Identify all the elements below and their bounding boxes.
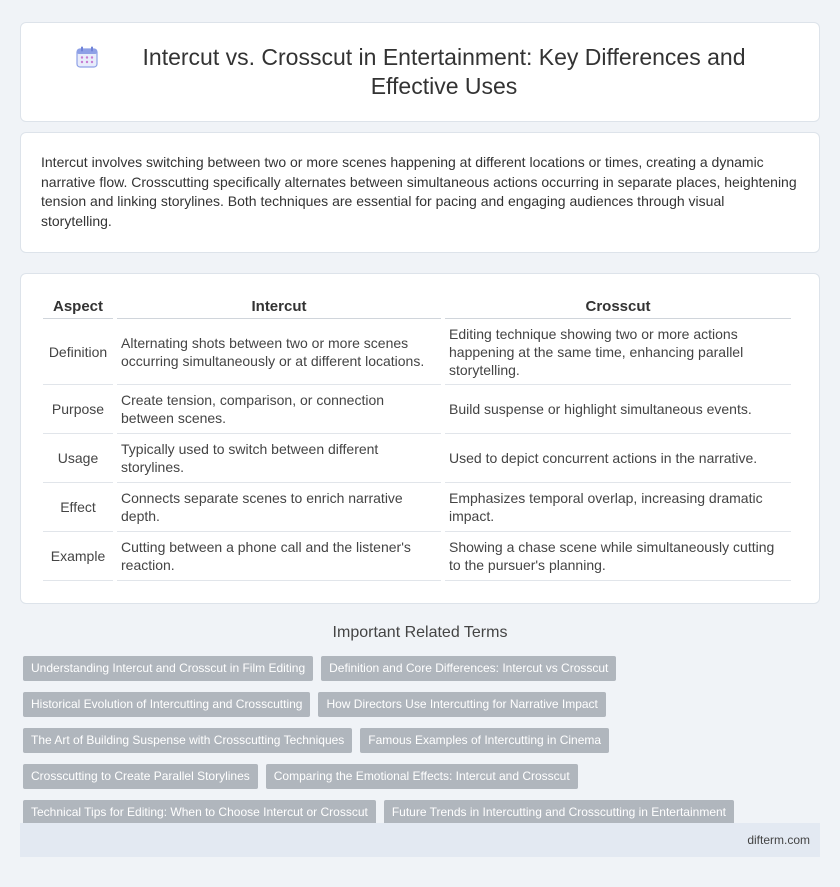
crosscut-cell: Emphasizes temporal overlap, increasing dramatic impact. [445, 483, 791, 532]
related-terms-title: Important Related Terms [332, 624, 508, 641]
header-aspect: Aspect [43, 294, 113, 319]
table-row [43, 483, 791, 532]
aspect-cell: Definition [43, 319, 113, 385]
related-term-tag[interactable]: Crosscutting to Create Parallel Storylines [23, 764, 258, 789]
page-title: Intercut vs. Crosscut in Entertainment: Key Differences and Effective Uses [142, 44, 746, 99]
related-term-tag[interactable]: Comparing the Emotional Effects: Intercut and Crosscut [266, 764, 578, 789]
tag-row [23, 764, 783, 789]
crosscut-cell: Used to depict concurrent actions in the narrative. [445, 434, 791, 483]
related-term-tag[interactable]: Understanding Intercut and Crosscut in Film Editing [23, 656, 313, 681]
tag-row [23, 692, 783, 717]
related-term-tag[interactable]: Historical Evolution of Intercutting and Crosscutting [23, 692, 310, 717]
intro-card [20, 132, 820, 253]
header-intercut: Intercut [117, 294, 441, 319]
crosscut-cell: Editing technique showing two or more actions happening at the same time, enhancing parallel storytelling. [445, 319, 791, 385]
tag-row [23, 800, 783, 825]
tag-row [23, 656, 783, 681]
intercut-cell: Create tension, comparison, or connection between scenes. [117, 385, 441, 434]
related-term-tag[interactable]: Definition and Core Differences: Intercut vs Crosscut [321, 656, 616, 681]
crosscut-cell: Build suspense or highlight simultaneous events. [445, 385, 791, 434]
related-term-tag[interactable]: The Art of Building Suspense with Crosscutting Techniques [23, 728, 352, 753]
table-header-row [43, 294, 791, 319]
intro-text: Intercut involves switching between two or more scenes happening at different locations or times, creating a dynamic narrative flow. Crosscutting specifically alternates between simultaneous actions occurring in separate places, heightening tension and linking storylines. Both techniques are essential for pacing and engaging audiences through visual storytelling. [41, 154, 797, 229]
table-row [43, 532, 791, 581]
table-row [43, 385, 791, 434]
intercut-cell: Typically used to switch between different storylines. [117, 434, 441, 483]
related-term-tag[interactable]: How Directors Use Intercutting for Narrative Impact [318, 692, 605, 717]
aspect-cell: Example [43, 532, 113, 581]
comparison-table [39, 294, 795, 581]
related-term-tag[interactable]: Future Trends in Intercutting and Crosscutting in Entertainment [384, 800, 734, 825]
aspect-cell: Usage [43, 434, 113, 483]
footer-site-link[interactable]: difterm.com [747, 833, 810, 847]
aspect-cell: Purpose [43, 385, 113, 434]
aspect-cell: Effect [43, 483, 113, 532]
tag-row [23, 728, 783, 753]
crosscut-cell: Showing a chase scene while simultaneously cutting to the pursuer's planning. [445, 532, 791, 581]
header [76, 43, 764, 101]
header-crosscut: Crosscut [445, 294, 791, 319]
header-card [20, 22, 820, 122]
table-row [43, 319, 791, 385]
intercut-cell: Cutting between a phone call and the listener's reaction. [117, 532, 441, 581]
calendar-icon [76, 46, 98, 68]
related-term-tag[interactable]: Famous Examples of Intercutting in Cinema [360, 728, 609, 753]
footer [20, 823, 820, 857]
related-terms-list [23, 656, 783, 836]
table-row [43, 434, 791, 483]
intercut-cell: Connects separate scenes to enrich narrative depth. [117, 483, 441, 532]
comparison-card [20, 273, 820, 604]
intercut-cell: Alternating shots between two or more scenes occurring simultaneously or at different locations. [117, 319, 441, 385]
related-term-tag[interactable]: Technical Tips for Editing: When to Choose Intercut or Crosscut [23, 800, 376, 825]
